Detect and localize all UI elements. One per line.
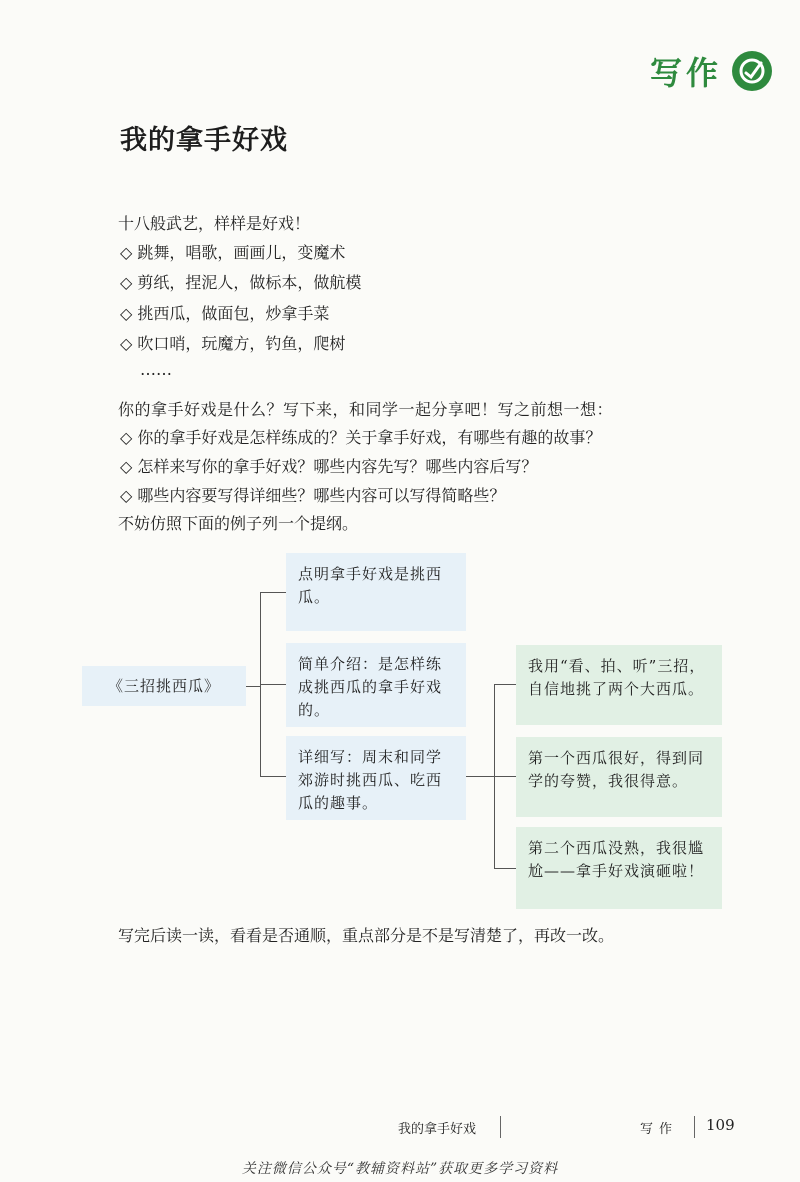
closing-text: 写完后读一读，看看是否通顺，重点部分是不是写清楚了，再改一改。 xyxy=(118,926,615,945)
connector xyxy=(494,868,516,869)
footer-divider xyxy=(694,1116,695,1138)
prompt-point: ◇ 哪些内容要写得详细些？哪些内容可以写得简略些？ xyxy=(120,486,506,505)
example-item: ◇ 剪纸，捏泥人，做标本，做航模 xyxy=(120,273,362,292)
footer-section: 写作 xyxy=(640,1122,679,1137)
connector xyxy=(260,684,286,685)
outline-hint: 不妨仿照下面的例子列一个提纲。 xyxy=(118,514,359,533)
connector xyxy=(494,684,516,685)
prompt-point: ◇ 怎样来写你的拿手好戏？哪些内容先写？哪些内容后写？ xyxy=(120,457,538,476)
connector xyxy=(494,776,516,777)
pen-icon xyxy=(732,51,772,91)
section-label: 写作 xyxy=(649,54,722,92)
example-item: ◇ 吹口哨，玩魔方，钓鱼，爬树 xyxy=(120,334,346,353)
example-item: ◇ 挑西瓜，做面包，炒拿手菜 xyxy=(120,304,330,323)
outline-node: 简单介绍：是怎样练成挑西瓜的拿手好戏的。 xyxy=(286,643,466,727)
page-title: 我的拿手好戏 xyxy=(120,125,288,156)
footer-divider xyxy=(500,1116,501,1138)
outline-root: 《三招挑西瓜》 xyxy=(82,666,246,706)
footer-chapter-title: 我的拿手好戏 xyxy=(398,1122,477,1137)
page-number: 109 xyxy=(706,1116,735,1134)
intro-lead: 十八般武艺，样样是好戏！ xyxy=(118,214,311,233)
outline-subnode: 我用“看、拍、听”三招，自信地挑了两个大西瓜。 xyxy=(516,645,722,725)
connector xyxy=(466,776,494,777)
outline-node: 详细写：周末和同学郊游时挑西瓜、吃西瓜的趣事。 xyxy=(286,736,466,820)
prompt-point: ◇ 你的拿手好戏是怎样练成的？关于拿手好戏，有哪些有趣的故事？ xyxy=(120,428,602,447)
outline-subnode: 第二个西瓜没熟，我很尴尬——拿手好戏演砸啦！ xyxy=(516,827,722,909)
connector xyxy=(246,686,260,687)
outline-subnode: 第一个西瓜很好，得到同学的夸赞，我很得意。 xyxy=(516,737,722,817)
connector xyxy=(260,776,286,777)
outline-node: 点明拿手好戏是挑西瓜。 xyxy=(286,553,466,631)
section-tag xyxy=(650,48,772,94)
watermark: 关注微信公众号“教辅资料站”获取更多学习资料 xyxy=(241,1161,559,1177)
connector xyxy=(260,592,286,593)
prompt-question: 你的拿手好戏是什么？写下来，和同学一起分享吧！写之前想一想： xyxy=(118,400,614,419)
example-item: ◇ 跳舞，唱歌，画画儿，变魔术 xyxy=(120,243,346,262)
ellipsis: …… xyxy=(140,360,172,379)
